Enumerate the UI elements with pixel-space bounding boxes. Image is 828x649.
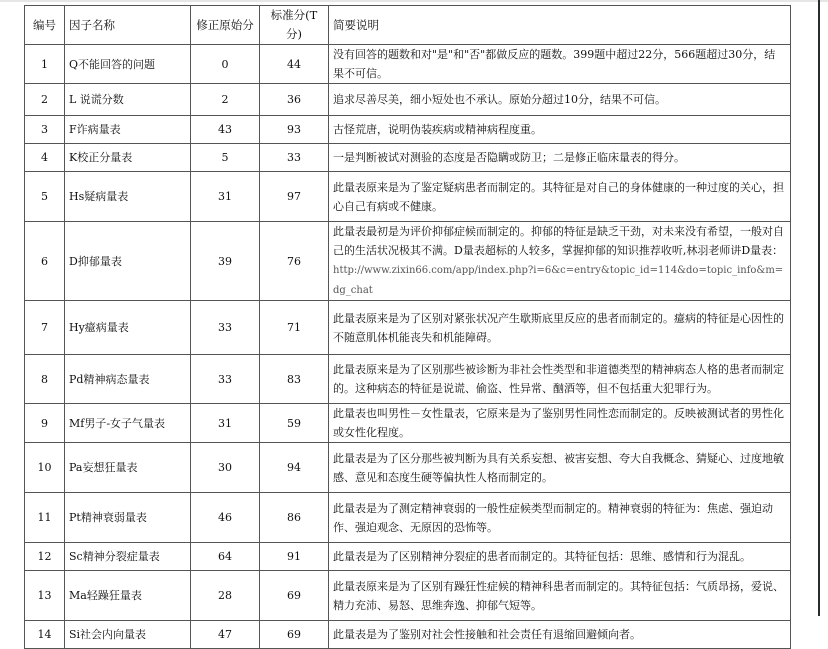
cell-num: 10 [25, 443, 65, 493]
header-num: 编号 [25, 6, 65, 45]
cell-raw-score: 28 [191, 571, 260, 621]
cell-description: 此量表也叫男性－女性量表，它原来是为了鉴别男性同性恋而制定的。反映被测试者的男性化或女性化程度。 [329, 404, 791, 443]
table-row [25, 144, 791, 172]
cell-num: 7 [25, 301, 65, 355]
cell-factor: Pt精神衰弱量表 [65, 493, 191, 543]
cell-description: 此量表原来是为了区别对紧张状况产生歇斯底里反应的患者而制定的。癔病的特征是心因性的不随意肌体机能丧失和机能障碍。 [329, 301, 791, 355]
table-row [25, 355, 791, 404]
description-text: 此量表最初是为评价抑郁症候而制定的。抑郁的特征是缺乏干劲，对未来没有希望，一般对自己的生活状况极其不满。D量表超标的人较多，掌握抑郁的知识推荐收听,林羽老师讲D量表： [333, 225, 784, 257]
header-t-score: 标准分(T分) [260, 6, 329, 45]
cell-description: 古怪荒唐，说明伪装疾病或精神病程度重。 [329, 116, 791, 144]
cell-description: 此量表是为了鉴别对社会性接触和社会责任有退缩回避倾向者。 [329, 621, 791, 649]
cell-factor: D抑郁量表 [65, 222, 191, 301]
header-factor: 因子名称 [65, 6, 191, 45]
cell-raw-score: 47 [191, 621, 260, 649]
table-row [25, 543, 791, 571]
cell-num: 5 [25, 172, 65, 222]
cell-raw-score: 30 [191, 443, 260, 493]
cell-num: 8 [25, 355, 65, 404]
cell-description: 此量表原来是为了区别那些被诊断为非社会性类型和非道德类型的精神病态人格的患者而制定的。这种病态的特征是说谎、偷盗、性异常、酗酒等，但不包括重大犯罪行为。 [329, 355, 791, 404]
table-row [25, 45, 791, 84]
cell-factor: Hs疑病量表 [65, 172, 191, 222]
cell-num: 3 [25, 116, 65, 144]
cell-description: 此量表原来是为了鉴定疑病患者而制定的。其特征是对自己的身体健康的一种过度的关心，担心自己有病或不健康。 [329, 172, 791, 222]
cell-factor: Q不能回答的问题 [65, 45, 191, 84]
cell-num: 11 [25, 493, 65, 543]
cell-raw-score: 64 [191, 543, 260, 571]
cell-t-score: 86 [260, 493, 329, 543]
cell-raw-score: 0 [191, 45, 260, 84]
top-edge-line [0, 0, 828, 2]
table-row [25, 222, 791, 301]
cell-num: 2 [25, 84, 65, 116]
cell-factor: F诈病量表 [65, 116, 191, 144]
cell-t-score: 94 [260, 443, 329, 493]
cell-factor: Sc精神分裂症量表 [65, 543, 191, 571]
cell-factor: Hy癔病量表 [65, 301, 191, 355]
header-raw-score: 修正原始分 [191, 6, 260, 45]
cell-factor: L 说谎分数 [65, 84, 191, 116]
recommended-link[interactable]: http://www.zixin66.com/app/index.php?i=6&c=entry&topic_id=114&do=topic_info&m=dg_chat [333, 265, 784, 296]
cell-t-score: 93 [260, 116, 329, 144]
table-row [25, 404, 791, 443]
cell-raw-score: 33 [191, 301, 260, 355]
cell-t-score: 97 [260, 172, 329, 222]
table-row [25, 84, 791, 116]
cell-factor: Pa妄想狂量表 [65, 443, 191, 493]
cell-t-score: 91 [260, 543, 329, 571]
cell-raw-score: 31 [191, 404, 260, 443]
cell-num: 6 [25, 222, 65, 301]
table-row [25, 301, 791, 355]
cell-raw-score: 33 [191, 355, 260, 404]
right-edge-bar [818, 0, 820, 616]
cell-factor: Ma轻躁狂量表 [65, 571, 191, 621]
cell-t-score: 83 [260, 355, 329, 404]
cell-t-score: 76 [260, 222, 329, 301]
cell-description: 一是判断被试对测验的态度是否隐瞒或防卫；二是修正临床量表的得分。 [329, 144, 791, 172]
cell-raw-score: 2 [191, 84, 260, 116]
cell-num: 13 [25, 571, 65, 621]
cell-description: 此量表是为了测定精神衰弱的一般性症候类型而制定的。精神衰弱的特征为：焦虑、强迫动作、强迫观念、无原因的恐怖等。 [329, 493, 791, 543]
cell-t-score: 33 [260, 144, 329, 172]
cell-t-score: 69 [260, 571, 329, 621]
cell-factor: Si社会内向量表 [65, 621, 191, 649]
table-row [25, 443, 791, 493]
table-header-row [25, 6, 791, 45]
cell-t-score: 71 [260, 301, 329, 355]
header-description: 简要说明 [329, 6, 791, 45]
cell-factor: Mf男子-女子气量表 [65, 404, 191, 443]
cell-num: 1 [25, 45, 65, 84]
cell-factor: Pd精神病态量表 [65, 355, 191, 404]
cell-t-score: 36 [260, 84, 329, 116]
table-row [25, 621, 791, 649]
cell-factor: K校正分量表 [65, 144, 191, 172]
cell-num: 4 [25, 144, 65, 172]
cell-raw-score: 46 [191, 493, 260, 543]
mmpi-results-table [24, 5, 791, 649]
cell-t-score: 59 [260, 404, 329, 443]
cell-description: 此量表原来是为了区别有躁狂性症候的精神科患者而制定的。其特征包括：气质昂扬，爱说、精力充沛、易怒、思维奔逸、抑郁气短等。 [329, 571, 791, 621]
table-row [25, 571, 791, 621]
cell-t-score: 44 [260, 45, 329, 84]
cell-t-score: 69 [260, 621, 329, 649]
cell-num: 14 [25, 621, 65, 649]
cell-num: 9 [25, 404, 65, 443]
cell-num: 12 [25, 543, 65, 571]
cell-description: 没有回答的题数和对"是"和"否"都做反应的题数。399题中超过22分，566题超过30分，结果不可信。 [329, 45, 791, 84]
cell-raw-score: 43 [191, 116, 260, 144]
cell-description [329, 222, 791, 301]
table-row [25, 493, 791, 543]
cell-raw-score: 39 [191, 222, 260, 301]
cell-description: 追求尽善尽美，细小短处也不承认。原始分超过10分，结果不可信。 [329, 84, 791, 116]
cell-raw-score: 5 [191, 144, 260, 172]
cell-description: 此量表是为了区分那些被判断为具有关系妄想、被害妄想、夸大自我概念、猜疑心、过度地敏感、意见和态度生硬等偏执性人格而制定的。 [329, 443, 791, 493]
table-row [25, 116, 791, 144]
cell-raw-score: 31 [191, 172, 260, 222]
cell-description: 此量表是为了区别精神分裂症的患者而制定的。其特征包括：思维、感情和行为混乱。 [329, 543, 791, 571]
table-row [25, 172, 791, 222]
